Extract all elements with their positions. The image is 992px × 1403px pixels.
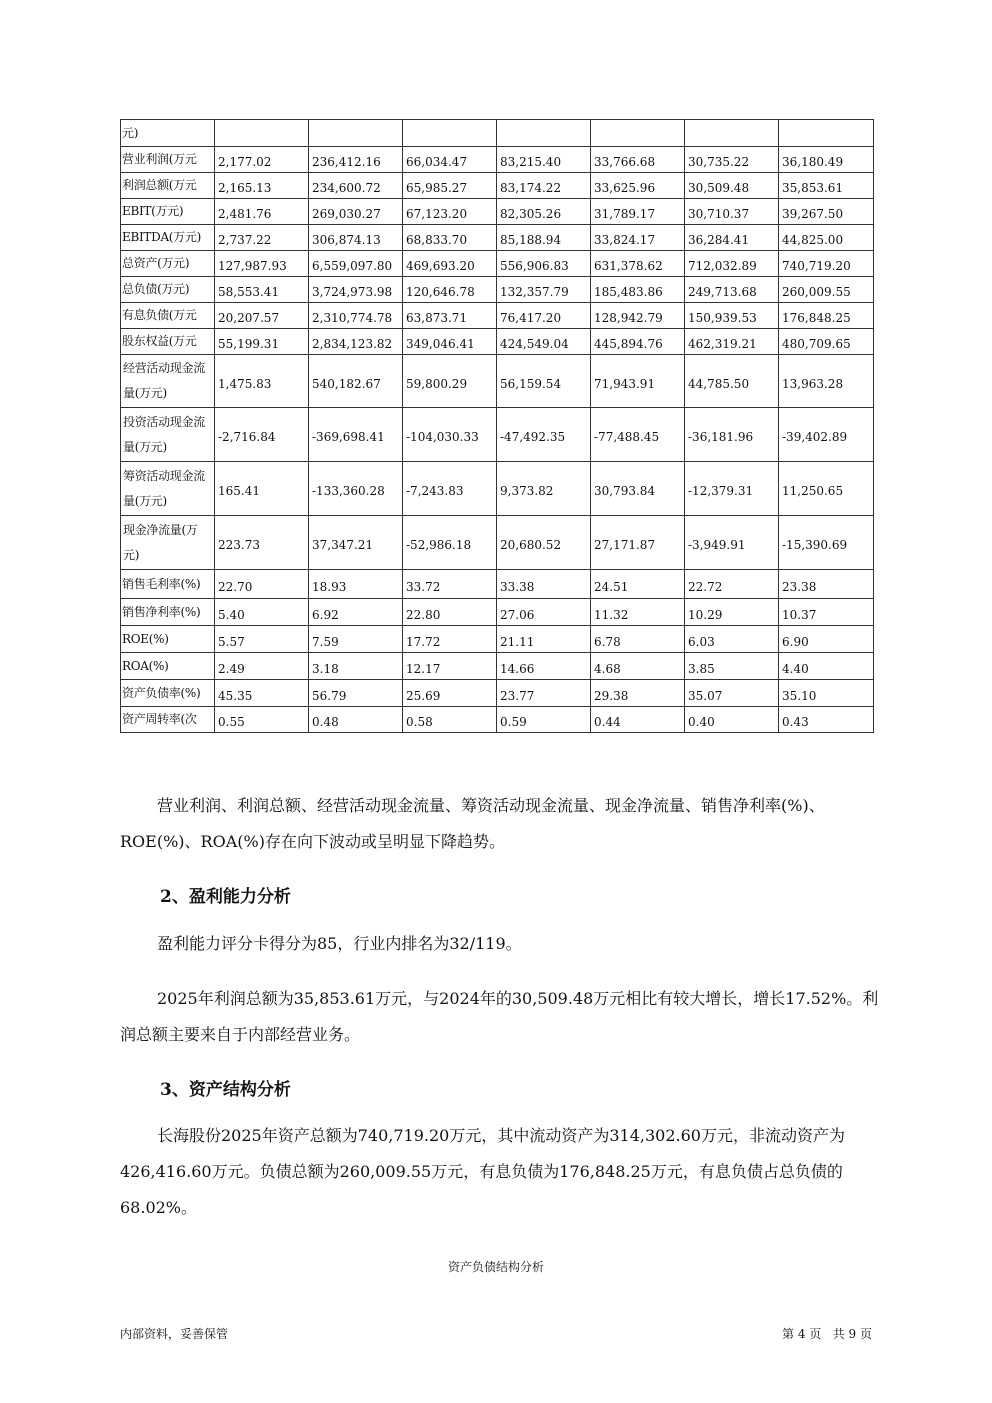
- table-cell: 11,250.65: [779, 462, 874, 516]
- table-cell: 23.38: [779, 570, 874, 599]
- table-cell: -12,379.31: [685, 462, 779, 516]
- table-cell: 82,305.26: [497, 199, 591, 225]
- table-row: [121, 173, 874, 199]
- table-cell: 30,509.48: [685, 173, 779, 199]
- table-row: [121, 303, 874, 329]
- table-cell: 44,825.00: [779, 225, 874, 251]
- table-cell: 14.66: [497, 653, 591, 680]
- section-3-paragraph-1: 长海股份2025年资产总额为740,719.20万元，其中流动资产为314,302.60万元，非流动资产为426,416.60万元。负债总额为260,009.55万元，有息负债为176,848.25万元，有息负债占总负债的68.02%。: [120, 1126, 845, 1217]
- table-cell: 33,824.17: [591, 225, 685, 251]
- table-cell: 56,159.54: [497, 355, 591, 408]
- table-cell: 18.93: [309, 570, 403, 599]
- table-cell: -369,698.41: [309, 408, 403, 462]
- table-cell: 3.85: [685, 653, 779, 680]
- table-row: [121, 251, 874, 277]
- table-cell: 31,789.17: [591, 199, 685, 225]
- table-cell: -52,986.18: [403, 516, 497, 570]
- table-cell: 127,987.93: [215, 251, 309, 277]
- table-cell: 462,319.21: [685, 329, 779, 355]
- row-label: 元): [121, 120, 215, 147]
- table-cell: 37,347.21: [309, 516, 403, 570]
- table-cell: 36,180.49: [779, 147, 874, 173]
- table-cell: -36,181.96: [685, 408, 779, 462]
- table-cell: 4.68: [591, 653, 685, 680]
- figure-caption: 资产负债结构分析: [447, 1260, 544, 1274]
- table-cell: 5.40: [215, 599, 309, 626]
- table-cell: 27.06: [497, 599, 591, 626]
- table-cell: 71,943.91: [591, 355, 685, 408]
- table-row: [121, 599, 874, 626]
- table-cell: 424,549.04: [497, 329, 591, 355]
- table-cell: 234,600.72: [309, 173, 403, 199]
- table-cell: 132,357.79: [497, 277, 591, 303]
- table-cell: 83,174.22: [497, 173, 591, 199]
- table-cell: 5.57: [215, 626, 309, 653]
- table-cell: 27,171.87: [591, 516, 685, 570]
- table-cell: 25.69: [403, 680, 497, 707]
- row-label: 资产负债率(%): [121, 680, 215, 707]
- table-cell: 2,834,123.82: [309, 329, 403, 355]
- table-cell: 13,963.28: [779, 355, 874, 408]
- table-cell: 236,412.16: [309, 147, 403, 173]
- table-cell: 306,874.13: [309, 225, 403, 251]
- table-cell: 150,939.53: [685, 303, 779, 329]
- table-cell: 128,942.79: [591, 303, 685, 329]
- table-cell: [403, 120, 497, 147]
- table-cell: 631,378.62: [591, 251, 685, 277]
- table-cell: -7,243.83: [403, 462, 497, 516]
- table-cell: 2,310,774.78: [309, 303, 403, 329]
- row-label: 销售毛利率(%): [121, 570, 215, 599]
- table-row: [121, 277, 874, 303]
- table-cell: -3,949.91: [685, 516, 779, 570]
- row-label: 资产周转率(次: [121, 707, 215, 733]
- footer-page-number: 第 4 页 共 9 页: [782, 1327, 872, 1341]
- table-cell: 30,735.22: [685, 147, 779, 173]
- table-cell: 469,693.20: [403, 251, 497, 277]
- table-cell: 65,985.27: [403, 173, 497, 199]
- table-row: [121, 570, 874, 599]
- table-cell: 36,284.41: [685, 225, 779, 251]
- table-row: [121, 516, 874, 570]
- table-row: [121, 626, 874, 653]
- table-cell: 0.43: [779, 707, 874, 733]
- table-row: [121, 462, 874, 516]
- table-cell: 29.38: [591, 680, 685, 707]
- table-cell: 30,793.84: [591, 462, 685, 516]
- table-row: [121, 680, 874, 707]
- table-cell: 120,646.78: [403, 277, 497, 303]
- table-cell: -47,492.35: [497, 408, 591, 462]
- table-cell: 21.11: [497, 626, 591, 653]
- table-cell: 0.44: [591, 707, 685, 733]
- row-label: ROA(%): [121, 653, 215, 680]
- table-row: [121, 120, 874, 147]
- table-cell: 10.29: [685, 599, 779, 626]
- table-cell: 17.72: [403, 626, 497, 653]
- row-label: 总负债(万元): [121, 277, 215, 303]
- row-label: 有息负债(万元: [121, 303, 215, 329]
- table-cell: 58,553.41: [215, 277, 309, 303]
- table-cell: 20,680.52: [497, 516, 591, 570]
- row-label: 投资活动现金流量(万元): [121, 408, 215, 462]
- table-row: [121, 225, 874, 251]
- table-cell: 2,177.02: [215, 147, 309, 173]
- table-cell: 269,030.27: [309, 199, 403, 225]
- table-cell: 260,009.55: [779, 277, 874, 303]
- table-cell: 30,710.37: [685, 199, 779, 225]
- table-cell: 6,559,097.80: [309, 251, 403, 277]
- table-cell: -2,716.84: [215, 408, 309, 462]
- table-cell: 165.41: [215, 462, 309, 516]
- row-label: EBITDA(万元): [121, 225, 215, 251]
- table-row: [121, 329, 874, 355]
- section-2-heading: 2、盈利能力分析: [160, 887, 291, 907]
- table-cell: 20,207.57: [215, 303, 309, 329]
- table-cell: 0.58: [403, 707, 497, 733]
- table-row: [121, 653, 874, 680]
- row-label: 现金净流量(万元): [121, 516, 215, 570]
- table-cell: 2,165.13: [215, 173, 309, 199]
- table-cell: 59,800.29: [403, 355, 497, 408]
- table-cell: 185,483.86: [591, 277, 685, 303]
- table-cell: 9,373.82: [497, 462, 591, 516]
- row-label: 销售净利率(%): [121, 599, 215, 626]
- financial-table-body: [121, 120, 874, 733]
- table-cell: 349,046.41: [403, 329, 497, 355]
- table-cell: 6.90: [779, 626, 874, 653]
- table-cell: 223.73: [215, 516, 309, 570]
- table-cell: 6.92: [309, 599, 403, 626]
- table-cell: 2,481.76: [215, 199, 309, 225]
- table-cell: 33,625.96: [591, 173, 685, 199]
- table-cell: 540,182.67: [309, 355, 403, 408]
- table-cell: 24.51: [591, 570, 685, 599]
- section-2-paragraph-1: 盈利能力评分卡得分为85，行业内排名为32/119。: [157, 934, 522, 953]
- table-cell: -104,030.33: [403, 408, 497, 462]
- table-cell: 44,785.50: [685, 355, 779, 408]
- table-cell: 45.35: [215, 680, 309, 707]
- table-cell: [497, 120, 591, 147]
- table-cell: 556,906.83: [497, 251, 591, 277]
- table-cell: 22.72: [685, 570, 779, 599]
- table-cell: 39,267.50: [779, 199, 874, 225]
- table-cell: 76,417.20: [497, 303, 591, 329]
- table-cell: 0.40: [685, 707, 779, 733]
- table-cell: 10.37: [779, 599, 874, 626]
- table-cell: 740,719.20: [779, 251, 874, 277]
- table-cell: 83,215.40: [497, 147, 591, 173]
- table-cell: 2.49: [215, 653, 309, 680]
- table-cell: 0.59: [497, 707, 591, 733]
- table-cell: 7.59: [309, 626, 403, 653]
- table-cell: 6.03: [685, 626, 779, 653]
- table-cell: [685, 120, 779, 147]
- table-cell: 68,833.70: [403, 225, 497, 251]
- table-cell: 480,709.65: [779, 329, 874, 355]
- table-cell: 35.10: [779, 680, 874, 707]
- row-label: 筹资活动现金流量(万元): [121, 462, 215, 516]
- table-cell: 0.48: [309, 707, 403, 733]
- table-cell: 1,475.83: [215, 355, 309, 408]
- footer-left: 内部资料，妥善保管: [120, 1327, 229, 1341]
- table-cell: 11.32: [591, 599, 685, 626]
- table-row: [121, 147, 874, 173]
- table-cell: 56.79: [309, 680, 403, 707]
- table-cell: 6.78: [591, 626, 685, 653]
- table-cell: 33.72: [403, 570, 497, 599]
- table-cell: 3,724,973.98: [309, 277, 403, 303]
- row-label: 利润总额(万元: [121, 173, 215, 199]
- row-label: 股东权益(万元: [121, 329, 215, 355]
- table-cell: 23.77: [497, 680, 591, 707]
- table-cell: 55,199.31: [215, 329, 309, 355]
- financial-table: [120, 119, 874, 733]
- table-cell: 176,848.25: [779, 303, 874, 329]
- table-row: [121, 199, 874, 225]
- table-row: [121, 707, 874, 733]
- table-cell: 712,032.89: [685, 251, 779, 277]
- section-2-paragraph-2: 2025年利润总额为35,853.61万元，与2024年的30,509.48万元相比有较大增长，增长17.52%。利润总额主要来自于内部经营业务。: [120, 989, 879, 1044]
- table-cell: 3.18: [309, 653, 403, 680]
- row-label: EBIT(万元): [121, 199, 215, 225]
- table-cell: [215, 120, 309, 147]
- table-cell: 249,713.68: [685, 277, 779, 303]
- table-cell: 33.38: [497, 570, 591, 599]
- table-cell: -77,488.45: [591, 408, 685, 462]
- table-cell: 33,766.68: [591, 147, 685, 173]
- table-cell: 445,894.76: [591, 329, 685, 355]
- table-cell: 4.40: [779, 653, 874, 680]
- table-cell: 66,034.47: [403, 147, 497, 173]
- row-label: 经营活动现金流量(万元): [121, 355, 215, 408]
- table-cell: 12.17: [403, 653, 497, 680]
- table-cell: [779, 120, 874, 147]
- table-cell: -133,360.28: [309, 462, 403, 516]
- table-cell: 35.07: [685, 680, 779, 707]
- table-cell: 35,853.61: [779, 173, 874, 199]
- table-cell: 63,873.71: [403, 303, 497, 329]
- table-cell: 85,188.94: [497, 225, 591, 251]
- summary-paragraph: 营业利润、利润总额、经营活动现金流量、筹资活动现金流量、现金净流量、销售净利率(%)、ROE(%)、ROA(%)存在向下波动或呈明显下降趋势。: [120, 796, 825, 851]
- row-label: 营业利润(万元: [121, 147, 215, 173]
- table-cell: 67,123.20: [403, 199, 497, 225]
- table-row: [121, 355, 874, 408]
- table-row: [121, 408, 874, 462]
- table-cell: 22.70: [215, 570, 309, 599]
- table-cell: 0.55: [215, 707, 309, 733]
- table-cell: [309, 120, 403, 147]
- table-cell: -15,390.69: [779, 516, 874, 570]
- row-label: ROE(%): [121, 626, 215, 653]
- row-label: 总资产(万元): [121, 251, 215, 277]
- table-cell: [591, 120, 685, 147]
- section-3-heading: 3、资产结构分析: [160, 1080, 291, 1100]
- table-cell: 22.80: [403, 599, 497, 626]
- table-cell: 2,737.22: [215, 225, 309, 251]
- table-cell: -39,402.89: [779, 408, 874, 462]
